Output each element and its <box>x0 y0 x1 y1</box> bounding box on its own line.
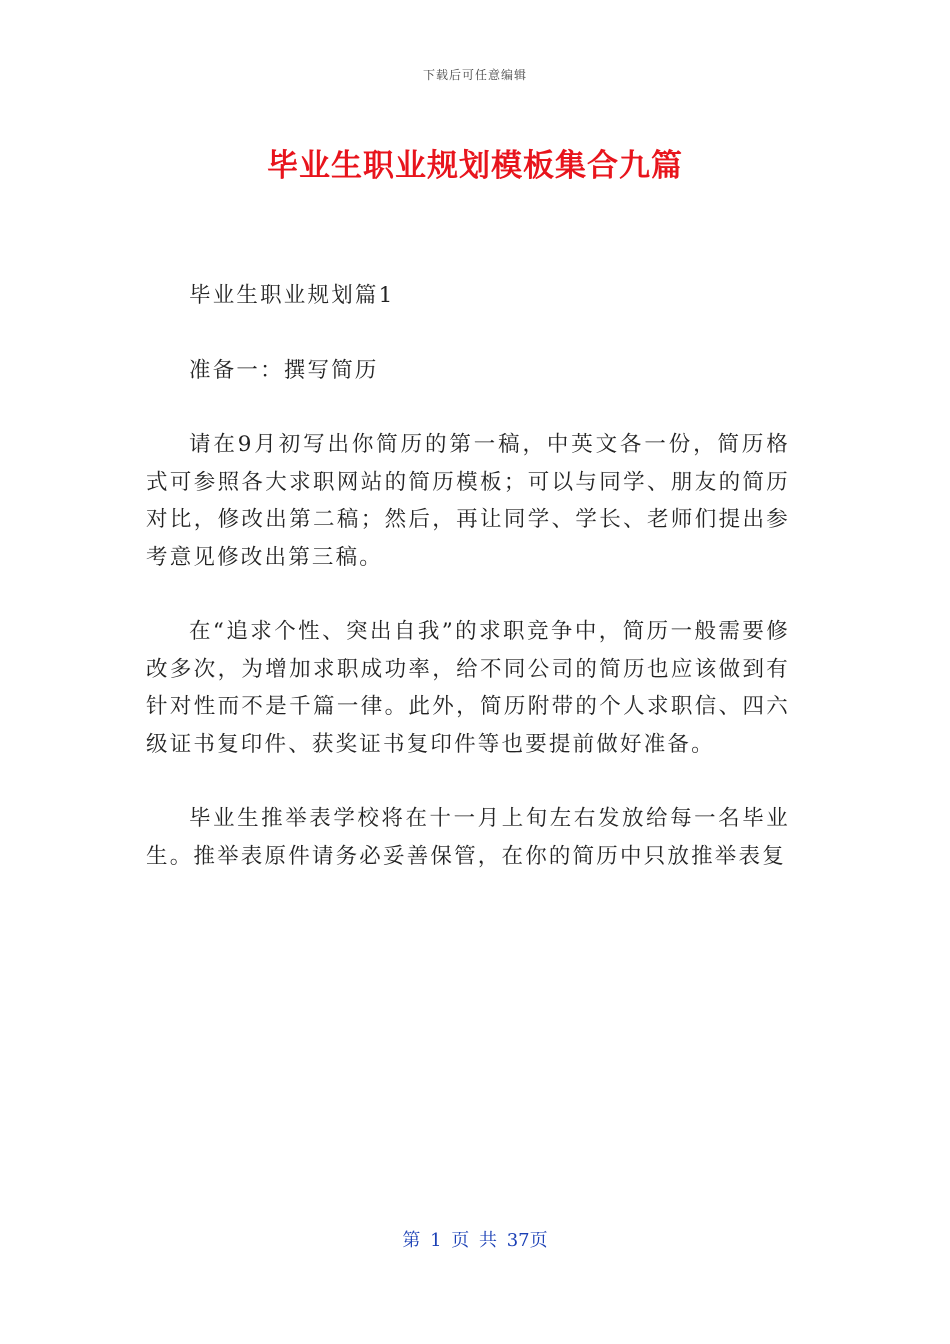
document-body <box>146 277 790 912</box>
section-heading: 毕业生职业规划篇1 <box>189 283 395 308</box>
paragraph: 请在9月初写出你简历的第一稿，中英文各一份，简历格式可参照各大求职网站的简历模板；可以与同学、朋友的简历对比，修改出第二稿；然后，再让同学、学长、老师们提出参考意见修改出第三稿。 <box>146 432 790 570</box>
paragraph: 在“追求个性、突出自我”的求职竞争中，简历一般需要修改多次，为增加求职成功率，给不同公司的简历也应该做到有针对性而不是千篇一律。此外，简历附带的个人求职信、四六级证书复印件、获奖证书复印件等也要提前做好准备。 <box>146 619 790 757</box>
page-number: 第 1 页 共 37页 <box>402 1230 548 1251</box>
subsection-heading: 准备一：撰写简历 <box>189 357 379 383</box>
paragraph: 毕业生推举表学校将在十一月上旬左右发放给每一名毕业生。推举表原件请务必妥善保管，在你的简历中只放推举表复 <box>146 806 790 869</box>
document-title: 毕业生职业规划模板集合九篇 <box>267 148 683 184</box>
header-note: 下载后可任意编辑 <box>422 68 527 82</box>
